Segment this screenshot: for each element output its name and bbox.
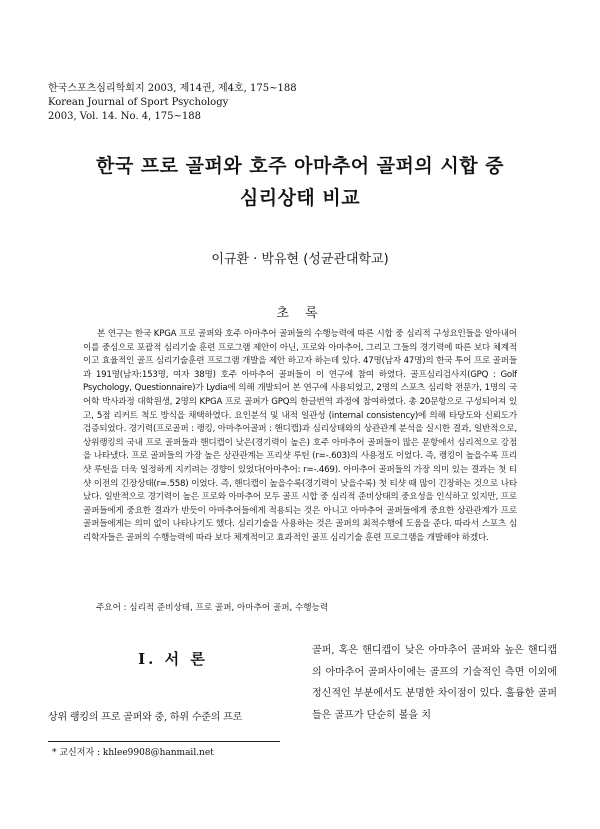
keywords: 주요어 : 심리적 준비상태, 프로 골퍼, 아마추어 골퍼, 수행능력 xyxy=(96,603,329,613)
footnote-corresponding-author: * 교신저자 : khlee9908@hanmail.net xyxy=(52,748,214,758)
abstract-heading: 초 록 xyxy=(276,306,324,321)
abstract-text: 본 연구는 한국 KPGA 프로 골퍼와 호주 아마추어 골퍼들의 수행능력에 따른 시합 중 심리적 구성요인들을 알아내어 이를 중심으로 포괄적 심리기술 훈련 프로그램 제안이 아닌, 프로와 아마추어, 그리고 그들의 경기력에 따른 보다 체계적이고 효율적인 골프 심리기술훈련 프로그램 개발을 제안 하고자 하는데 있다. 47명(남자 47명)의 한국 투어 프로 골퍼들과 191명(남자:153명, 여자 38명) 호주 아마추어 골퍼들이 이 연구에 참여 하였다. 골프심리검사지(GPQ : Golf Psychology, Questionnaire)가 Lydia에 의해 개발되어 본 연구에 사용되었고, 2명의 스포츠 심리학 전문가, 1명의 국어학 박사과정 대학원생, 2명의 KPGA 프로 골퍼가 GPQ의 한글번역 과정에 참여하였다. 총 20문항으로 구성되어져 있고, 5점 리커트 척도 방식을 채택하였다. 요인분석 및 내적 일관성 (internal consistency)에 의해 타당도와 신뢰도가 검증되었다. 경기력(프로골퍼 : 랭킹, 아마추어골퍼 : 핸디캡)과 심리상태와의 상관관계 분석을 실시한 결과, 일반적으로, 상위랭킹의 국내 프로 골퍼들과 핸디캡이 낮은(경기력이 높은) 호주 아마추어 골퍼들이 많은 문항에서 심리적으로 강점을 나타냈다. 프로 골퍼들의 가장 높은 상관관계는 프리샷 루틴 (r=-.603)의 사용정도 이었다. 즉, 랭킹이 높을수록 프리샷 루틴을 더욱 일정하게 지키려는 경향이 있었다(아마추어: r=-.469). 아마추어 골퍼들의 가장 의미 있는 결과는 첫 티샷 이전의 긴장상태(r=.558) 이었다. 즉, 핸디캡이 높을수록(경기력이 낮을수록) 첫 티샷 때 많이 긴장하는 것으로 나타났다. 일반적으로 경기력이 높은 프로와 아마추어 모두 골프 시합 중 심리적 준비상태의 중요성을 인식하고 있지만, 프로 골퍼들에게 중요한 결과가 반듯이 아마추어들에게 적용되는 것은 아니고 아마추어 골퍼들에게 중요한 상관관계가 프로 골퍼들에게는 의미 없이 나타나기도 했다. 심리기술을 사용하는 것은 골퍼의 최적수행에 도움을 준다. 따라서 스포츠 심리학자들은 골퍼의 수행능력에 따라 보다 체계적이고 효과적인 골프 심리기술 훈련 프로그램을 개발해야 하겠다. xyxy=(83,329,517,543)
footnote-divider xyxy=(48,741,280,742)
journal-info-english: Korean Journal of Sport Psychology xyxy=(48,97,229,108)
paper-title-line2: 심리상태 비교 xyxy=(239,187,361,209)
journal-info-volume: 2003, Vol. 14. No. 4, 175~188 xyxy=(48,111,201,122)
journal-info-korean: 한국스포츠심리학회지 2003, 제14권, 제4호, 175~188 xyxy=(48,83,297,94)
body-text-right-column: 골퍼, 혹은 핸디캡이 낮은 아마추어 골퍼와 높은 핸디캡의 아마추어 골퍼사이에는 골프의 기술적인 측면 이외에 정신적인 부분에서도 분명한 차이점이 있다. 훌륭한 골퍼들은 골프가 단순히 볼을 치 xyxy=(312,645,557,721)
paper-title-line1: 한국 프로 골퍼와 호주 아마추어 골퍼의 시합 중 xyxy=(95,155,505,177)
body-text-left-column: 상위 랭킹의 프로 골퍼와 중, 하위 수준의 프로 xyxy=(48,712,243,723)
paper-title xyxy=(40,150,560,214)
section-heading-introduction: I. 서 론 xyxy=(138,650,208,668)
journal-info xyxy=(48,82,297,124)
authors: 이규환 · 박유현 (성균관대학교) xyxy=(211,252,389,267)
